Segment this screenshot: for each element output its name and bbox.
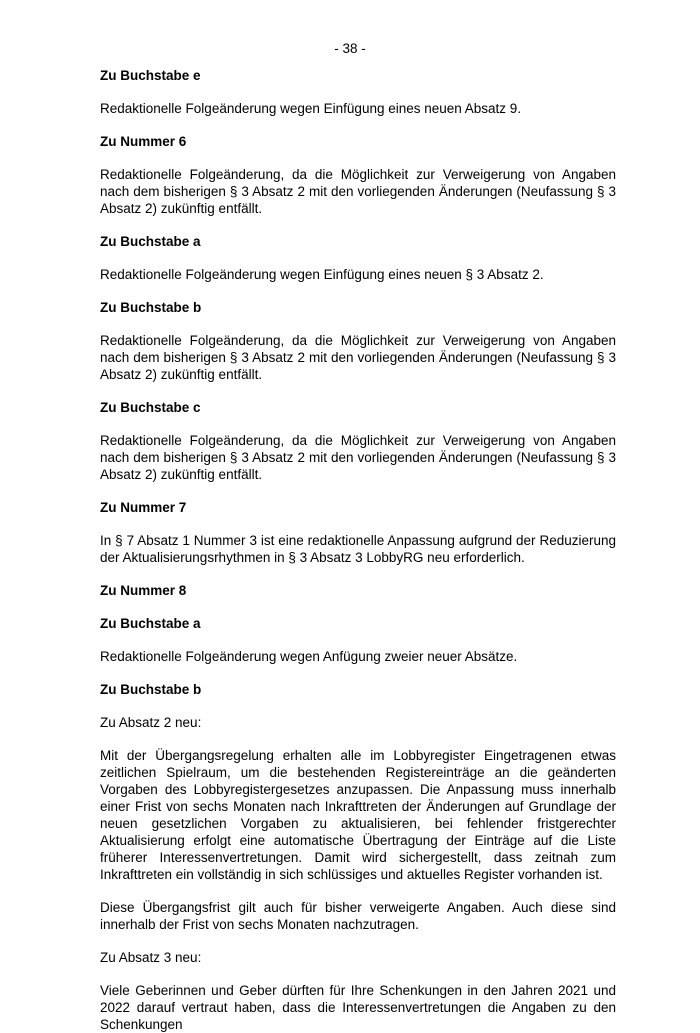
- paragraph: Redaktionelle Folgeänderung, da die Möglichkeit zur Verweigerung von Angaben nach dem bisherigen § 3 Absatz 2 mit den vorliegenden Änderungen (Neufassung § 3 Absatz 2) zukünftig entfällt.: [100, 333, 616, 382]
- section-heading: Zu Buchstabe a: [100, 234, 201, 249]
- section-heading: Zu Buchstabe b: [100, 300, 202, 315]
- paragraph: Zu Absatz 2 neu:: [100, 715, 202, 730]
- section-heading: Zu Nummer 8: [100, 583, 187, 598]
- section-heading: Zu Buchstabe a: [100, 616, 201, 631]
- paragraph: In § 7 Absatz 1 Nummer 3 ist eine redaktionelle Anpassung aufgrund der Reduzierung der Aktualisierungsrhythmen in § 3 Absatz 3 LobbyRG neu erforderlich.: [100, 533, 616, 565]
- section-heading: Zu Buchstabe c: [100, 400, 201, 415]
- section-heading: Zu Buchstabe e: [100, 68, 201, 83]
- page-number: - 38 -: [334, 41, 366, 56]
- paragraph: Viele Geberinnen und Geber dürften für Ihre Schenkungen in den Jahren 2021 und 2022 darauf vertraut haben, dass die Interessenvertretungen die Angaben zu den Schenkungen: [100, 983, 616, 1032]
- section-heading: Zu Buchstabe b: [100, 682, 202, 697]
- paragraph: Mit der Übergangsregelung erhalten alle im Lobbyregister Eingetragenen etwas zeitlichen Spielraum, um die bestehenden Registereinträge an die geänderten Vorgaben des Lobbyregistergesetzes anzupassen. Die Anpassung muss innerhalb einer Frist von sechs Monaten nach Inkrafttreten der Änderungen auf Grundlage der neuen gesetzlichen Vorgaben zu aktualisieren, bei fehlender fristgerechter Aktualisierung erfolgt eine automatische Übertragung der Einträge auf die Liste früherer Interessenvertretungen. Damit wird sichergestellt, dass zeitnah zum Inkrafttreten ein vollständig in sich schlüssiges und aktuelles Register vorhanden ist.: [100, 748, 616, 882]
- document-body: [100, 67, 616, 1033]
- section-heading: Zu Nummer 7: [100, 500, 187, 515]
- paragraph: Redaktionelle Folgeänderung wegen Anfügung zweier neuer Absätze.: [100, 649, 518, 664]
- section-heading: Zu Nummer 6: [100, 134, 187, 149]
- paragraph: Redaktionelle Folgeänderung wegen Einfügung eines neuen Absatz 9.: [100, 101, 522, 116]
- paragraph: Redaktionelle Folgeänderung, da die Möglichkeit zur Verweigerung von Angaben nach dem bisherigen § 3 Absatz 2 mit den vorliegenden Änderungen (Neufassung § 3 Absatz 2) zukünftig entfällt.: [100, 167, 616, 216]
- paragraph: Diese Übergangsfrist gilt auch für bisher verweigerte Angaben. Auch diese sind innerhalb der Frist von sechs Monaten nachzutragen.: [100, 900, 616, 932]
- paragraph: Zu Absatz 3 neu:: [100, 950, 202, 965]
- paragraph: Redaktionelle Folgeänderung, da die Möglichkeit zur Verweigerung von Angaben nach dem bisherigen § 3 Absatz 2 mit den vorliegenden Änderungen (Neufassung § 3 Absatz 2) zukünftig entfällt.: [100, 433, 616, 482]
- paragraph: Redaktionelle Folgeänderung wegen Einfügung eines neuen § 3 Absatz 2.: [100, 267, 544, 282]
